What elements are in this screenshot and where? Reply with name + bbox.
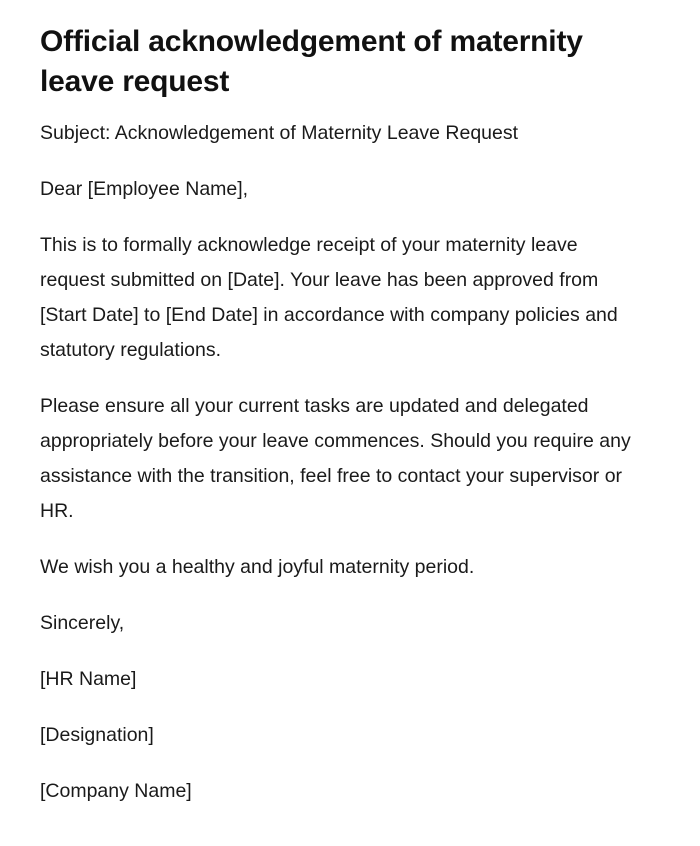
signature-designation: [Designation] [40, 724, 154, 746]
paragraph-salutation: Dear [Employee Name], [40, 178, 249, 200]
paragraph-well-wishes: We wish you a healthy and joyful maternity period. [40, 556, 475, 578]
signature-hr-name: [HR Name] [40, 668, 137, 690]
document-body [40, 116, 640, 809]
paragraph-subject: Subject: Acknowledgement of Maternity Leave Request [40, 122, 519, 144]
paragraph-closing: Sincerely, [40, 612, 125, 634]
paragraph-task-handover: Please ensure all your current tasks are updated and delegated appropriately before your leave commences. Should you require any assistance with the transition, feel free to contact your supervisor or HR. [40, 395, 631, 522]
paragraph-acknowledgement: This is to formally acknowledge receipt of your maternity leave request submitted on [Date]. Your leave has been approved from [Start Date] to [End Date] in accordance with company policies and statutory regulations. [40, 234, 618, 361]
signature-company-name: [Company Name] [40, 780, 192, 802]
page-title: Official acknowledgement of maternity leave request [40, 25, 583, 98]
